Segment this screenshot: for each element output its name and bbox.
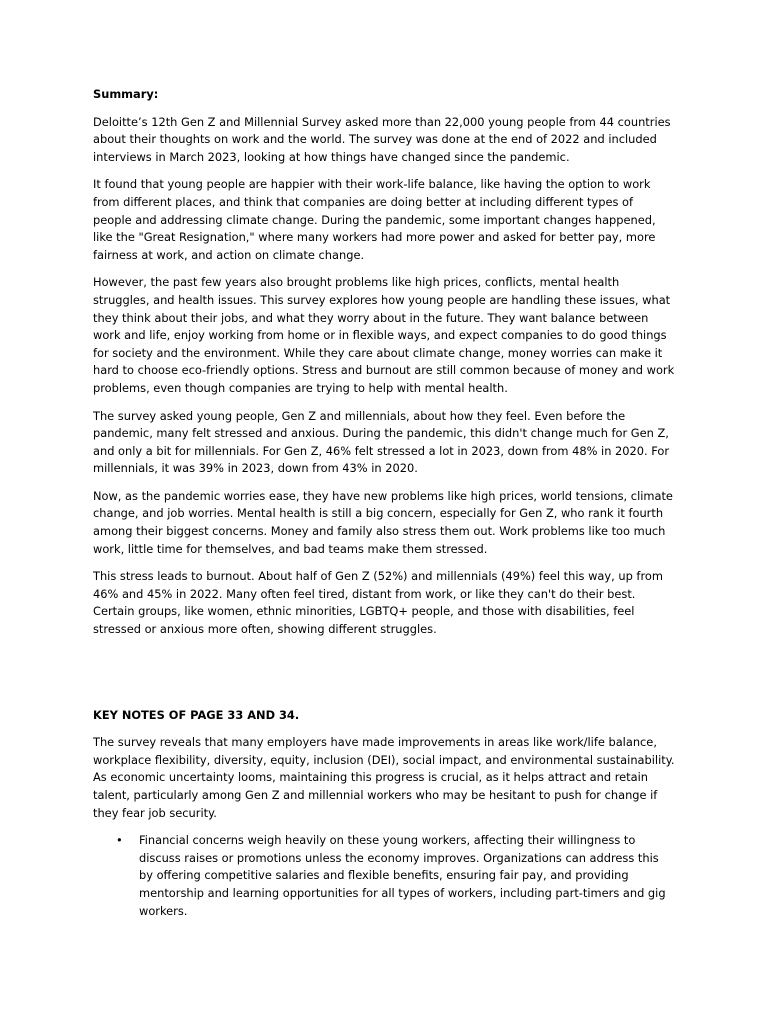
bullet-item <box>93 832 675 920</box>
summary-heading: Summary: <box>93 87 159 101</box>
summary-paragraph: Now, as the pandemic worries ease, they have new problems like high prices, world tensions, climate change, and job worries. Mental health is still a big concern, especially for Gen Z, who rank it fourth among their biggest concerns. Money and family also stress them out. Work problems like too much work, little time for themselves, and bad teams make them stressed. <box>93 488 673 556</box>
key-notes-heading: KEY NOTES OF PAGE 33 AND 34. <box>93 707 300 722</box>
bullet-icon: • <box>116 833 123 848</box>
summary-paragraph: It found that young people are happier with their work-life balance, like having the option to work from different places, and think that companies are doing better at including different types of people and addressing climate change. During the pandemic, some important changes happened, like the "Great Resignation," where many workers had more power and asked for better pay, more fairness at work, and action on climate change. <box>93 177 656 262</box>
section-gap <box>93 649 675 707</box>
key-notes-bullet-list <box>93 832 675 920</box>
key-notes-intro: The survey reveals that many employers have made improvements in areas like work/life balance, workplace flexibility, diversity, equity, inclusion (DEI), social impact, and environmental sustainability. As economic uncertainty looms, maintaining this progress is crucial, as it helps attract and retain talent, particularly among Gen Z and millennial workers who may be hesitant to push for change if they fear job security. <box>93 735 675 820</box>
summary-paragraph: Deloitte’s 12th Gen Z and Millennial Survey asked more than 22,000 young people from 44 countries about their thoughts on work and the world. The survey was done at the end of 2022 and included interviews in March 2023, looking at how things have changed since the pandemic. <box>93 114 671 164</box>
summary-paragraph: This stress leads to burnout. About half of Gen Z (52%) and millennials (49%) feel this way, up from 46% and 45% in 2022. Many often feel tired, distant from work, or like they can't do their best. Certain groups, like women, ethnic minorities, LGBTQ+ people, and those with disabilities, feel stressed or anxious more often, showing different struggles. <box>93 569 663 637</box>
document-page <box>93 86 675 920</box>
bullet-text: Financial concerns weigh heavily on these young workers, affecting their willingness to discuss raises or promotions unless the economy improves. Organizations can address this by offering competitive salaries and flexible benefits, ensuring fair pay, and providing mentorship and learning opportunities for all types of workers, including part-timers and gig workers. <box>139 833 666 918</box>
summary-paragraph: However, the past few years also brought problems like high prices, conflicts, mental health struggles, and health issues. This survey explores how young people are handling these issues, what they think about their jobs, and what they worry about in the future. They want balance between work and life, enjoy working from home or in flexible ways, and expect companies to do good things for society and the environment. While they care about climate change, money worries can make it hard to choose eco-friendly options. Stress and burnout are still common because of money and work problems, even though companies are trying to help with mental health. <box>93 275 675 395</box>
summary-paragraph: The survey asked young people, Gen Z and millennials, about how they feel. Even before the pandemic, many felt stressed and anxious. During the pandemic, this didn't change much for Gen Z, and only a bit for millennials. For Gen Z, 46% felt stressed a lot in 2023, down from 48% in 2020. For millennials, it was 39% in 2023, down from 43% in 2020. <box>93 408 670 476</box>
